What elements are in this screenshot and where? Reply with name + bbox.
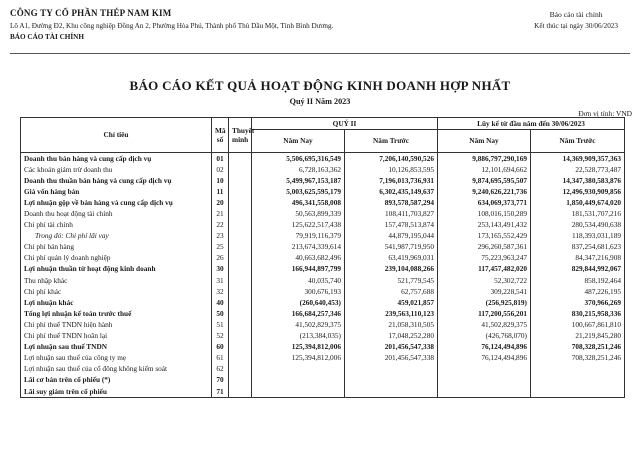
q2-last-year-value: 63,419,969,031 bbox=[345, 253, 438, 264]
company-name: CÔNG TY CỔ PHẦN THÉP NAM KIM bbox=[10, 8, 172, 18]
row-code: 31 bbox=[212, 275, 229, 286]
ytd-last-year-value: 837,254,681,623 bbox=[531, 242, 625, 253]
row-note bbox=[229, 220, 252, 231]
ytd-last-year-value: 708,328,251,246 bbox=[531, 342, 625, 353]
q2-this-year-value: 79,919,116,379 bbox=[252, 231, 345, 242]
ytd-this-year-value: 52,302,722 bbox=[438, 275, 531, 286]
ytd-last-year-value: 12,496,930,909,856 bbox=[531, 186, 625, 197]
row-note bbox=[229, 231, 252, 242]
report-period-header bbox=[534, 10, 618, 30]
row-note bbox=[229, 342, 252, 353]
row-code: 50 bbox=[212, 308, 229, 319]
ytd-last-year-value: 22,528,773,487 bbox=[531, 164, 625, 175]
q2-this-year-value: 125,394,812,006 bbox=[252, 342, 345, 353]
q2-last-year-value: 201,456,547,338 bbox=[345, 353, 438, 364]
ytd-last-year-value: 487,226,195 bbox=[531, 286, 625, 297]
row-note bbox=[229, 308, 252, 319]
table-row bbox=[21, 353, 625, 364]
table-row bbox=[21, 197, 625, 208]
ytd-last-year-value: 14,369,909,357,363 bbox=[531, 153, 625, 165]
row-code: 20 bbox=[212, 197, 229, 208]
row-label: Lợi nhuận thuần từ hoạt động kinh doanh bbox=[21, 264, 212, 275]
table-row bbox=[21, 386, 625, 398]
table-row bbox=[21, 331, 625, 342]
q2-this-year-value: 5,003,625,595,179 bbox=[252, 186, 345, 197]
table-row bbox=[21, 308, 625, 319]
row-label: Lãi cơ bản trên cổ phiếu (*) bbox=[21, 375, 212, 386]
q2-last-year-value bbox=[345, 364, 438, 375]
ytd-last-year-value: 708,328,251,246 bbox=[531, 353, 625, 364]
q2-last-year-value: 10,126,853,595 bbox=[345, 164, 438, 175]
page-title: BÁO CÁO KẾT QUẢ HOẠT ĐỘNG KINH DOANH HỢP NHẤT bbox=[129, 78, 511, 93]
q2-last-year-value: 239,563,110,123 bbox=[345, 308, 438, 319]
q2-last-year-value: 157,478,513,874 bbox=[345, 220, 438, 231]
ytd-this-year-value bbox=[438, 375, 531, 386]
col-header-q2: QUÝ II bbox=[252, 118, 438, 130]
q2-this-year-value: 50,563,899,339 bbox=[252, 208, 345, 219]
table-row bbox=[21, 164, 625, 175]
q2-this-year-value: 300,676,193 bbox=[252, 286, 345, 297]
q2-this-year-value: 166,684,257,346 bbox=[252, 308, 345, 319]
ytd-last-year-value bbox=[531, 375, 625, 386]
ytd-last-year-value: 181,531,707,216 bbox=[531, 208, 625, 219]
row-code: 25 bbox=[212, 242, 229, 253]
col-header-ytd-this-year: Năm Nay bbox=[438, 130, 531, 153]
ytd-this-year-value: 253,143,491,432 bbox=[438, 220, 531, 231]
row-code: 60 bbox=[212, 342, 229, 353]
row-label: Lợi nhuận khác bbox=[21, 297, 212, 308]
row-label: Lợi nhuận sau thuế TNDN bbox=[21, 342, 212, 353]
row-code: 21 bbox=[212, 208, 229, 219]
ytd-this-year-value: 9,886,797,290,169 bbox=[438, 153, 531, 165]
report-period: Kết thúc tại ngày 30/06/2023 bbox=[534, 22, 618, 30]
row-label: Tổng lợi nhuận kế toán trước thuế bbox=[21, 308, 212, 319]
row-note bbox=[229, 175, 252, 186]
ytd-this-year-value: 634,069,373,771 bbox=[438, 197, 531, 208]
q2-this-year-value bbox=[252, 375, 345, 386]
ytd-this-year-value: 12,101,694,662 bbox=[438, 164, 531, 175]
row-note bbox=[229, 197, 252, 208]
q2-last-year-value: 62,757,688 bbox=[345, 286, 438, 297]
q2-last-year-value: 459,021,857 bbox=[345, 297, 438, 308]
ytd-this-year-value: 76,124,494,896 bbox=[438, 342, 531, 353]
table-row bbox=[21, 242, 625, 253]
col-header-item: Chỉ tiêu bbox=[21, 118, 212, 153]
row-note bbox=[229, 297, 252, 308]
row-label: Chi phí khác bbox=[21, 286, 212, 297]
row-code: 02 bbox=[212, 164, 229, 175]
q2-last-year-value: 17,048,252,280 bbox=[345, 331, 438, 342]
row-code: 30 bbox=[212, 264, 229, 275]
ytd-this-year-value: 173,165,552,429 bbox=[438, 231, 531, 242]
row-label: Doanh thu thuần bán hàng và cung cấp dịch vụ bbox=[21, 175, 212, 186]
row-code: 52 bbox=[212, 331, 229, 342]
row-code: 23 bbox=[212, 231, 229, 242]
q2-this-year-value: 5,506,695,316,549 bbox=[252, 153, 345, 165]
row-note bbox=[229, 386, 252, 398]
table-row bbox=[21, 286, 625, 297]
ytd-this-year-value: 9,874,695,595,507 bbox=[438, 175, 531, 186]
row-label: Chi phí bán hàng bbox=[21, 242, 212, 253]
row-label: Giá vốn hàng bán bbox=[21, 186, 212, 197]
row-note bbox=[229, 164, 252, 175]
q2-this-year-value: 125,622,517,438 bbox=[252, 220, 345, 231]
row-label: Lợi nhuận sau thuế của cổ đông không kiểm soát bbox=[21, 364, 212, 375]
q2-this-year-value: 6,728,163,362 bbox=[252, 164, 345, 175]
company-header bbox=[10, 8, 333, 41]
q2-last-year-value: 893,578,587,294 bbox=[345, 197, 438, 208]
company-address: Lô A1, Đường Đ2, Khu công nghiệp Đồng An 2, Phường Hòa Phú, Thành phố Thủ Dầu Một, Tỉnh Bình Dương. bbox=[10, 22, 334, 30]
q2-last-year-value bbox=[345, 375, 438, 386]
ytd-last-year-value: 100,667,861,810 bbox=[531, 319, 625, 330]
ytd-last-year-value: 14,347,380,583,876 bbox=[531, 175, 625, 186]
report-type: BÁO CÁO TÀI CHÍNH bbox=[10, 33, 84, 41]
ytd-this-year-value bbox=[438, 364, 531, 375]
q2-last-year-value: 6,302,435,149,637 bbox=[345, 186, 438, 197]
row-label: Chi phí quản lý doanh nghiệp bbox=[21, 253, 212, 264]
row-note bbox=[229, 242, 252, 253]
row-code: 10 bbox=[212, 175, 229, 186]
q2-this-year-value: 40,035,740 bbox=[252, 275, 345, 286]
col-header-ytd: Lũy kế từ đầu năm đến 30/06/2023 bbox=[438, 118, 625, 130]
q2-last-year-value: 239,104,088,266 bbox=[345, 264, 438, 275]
currency-unit: Đơn vị tính: VND bbox=[578, 109, 632, 118]
ytd-this-year-value: 117,457,482,020 bbox=[438, 264, 531, 275]
row-label: Lợi nhuận gộp về bán hàng và cung cấp dịch vụ bbox=[21, 197, 212, 208]
ytd-this-year-value: 41,502,829,375 bbox=[438, 319, 531, 330]
row-note bbox=[229, 253, 252, 264]
header-divider bbox=[10, 53, 630, 54]
table-row bbox=[21, 231, 625, 242]
row-label: Chi phí thuế TNDN hoãn lại bbox=[21, 331, 212, 342]
table-row bbox=[21, 220, 625, 231]
table-row bbox=[21, 208, 625, 219]
row-label: Trong đó: Chi phí lãi vay bbox=[21, 231, 212, 242]
ytd-this-year-value: 117,200,556,201 bbox=[438, 308, 531, 319]
ytd-last-year-value: 21,219,845,280 bbox=[531, 331, 625, 342]
row-code: 32 bbox=[212, 286, 229, 297]
row-note bbox=[229, 319, 252, 330]
report-label: Báo cáo tài chính bbox=[549, 10, 603, 19]
q2-this-year-value bbox=[252, 386, 345, 398]
q2-last-year-value: 7,206,140,590,526 bbox=[345, 153, 438, 165]
q2-this-year-value bbox=[252, 364, 345, 375]
q2-this-year-value: 5,499,967,153,187 bbox=[252, 175, 345, 186]
row-code: 40 bbox=[212, 297, 229, 308]
row-code: 26 bbox=[212, 253, 229, 264]
ytd-last-year-value: 830,215,958,336 bbox=[531, 308, 625, 319]
ytd-this-year-value: 309,228,541 bbox=[438, 286, 531, 297]
row-code: 62 bbox=[212, 364, 229, 375]
col-header-note: Thuyết minh bbox=[229, 118, 252, 153]
row-label: Các khoản giảm trừ doanh thu bbox=[21, 164, 212, 175]
q2-last-year-value: 7,196,013,736,931 bbox=[345, 175, 438, 186]
row-code: 11 bbox=[212, 186, 229, 197]
table-row bbox=[21, 275, 625, 286]
row-note bbox=[229, 275, 252, 286]
row-note bbox=[229, 331, 252, 342]
ytd-last-year-value bbox=[531, 364, 625, 375]
q2-last-year-value bbox=[345, 386, 438, 398]
row-label: Doanh thu hoạt động tài chính bbox=[21, 208, 212, 219]
q2-last-year-value: 521,779,545 bbox=[345, 275, 438, 286]
q2-this-year-value: 125,394,812,006 bbox=[252, 353, 345, 364]
q2-last-year-value: 44,879,195,044 bbox=[345, 231, 438, 242]
row-note bbox=[229, 353, 252, 364]
q2-this-year-value: 213,674,339,614 bbox=[252, 242, 345, 253]
col-header-q2-last-year: Năm Trước bbox=[345, 130, 438, 153]
table-row bbox=[21, 364, 625, 375]
ytd-last-year-value: 84,347,216,908 bbox=[531, 253, 625, 264]
row-code: 01 bbox=[212, 153, 229, 165]
col-header-ytd-last-year: Năm Trước bbox=[531, 130, 625, 153]
ytd-last-year-value: 118,393,031,189 bbox=[531, 231, 625, 242]
ytd-this-year-value: 75,223,963,247 bbox=[438, 253, 531, 264]
ytd-last-year-value: 829,844,992,067 bbox=[531, 264, 625, 275]
row-note bbox=[229, 153, 252, 165]
table-row bbox=[21, 375, 625, 386]
col-header-code: Mã số bbox=[212, 118, 229, 153]
q2-last-year-value: 108,411,703,827 bbox=[345, 208, 438, 219]
table-row bbox=[21, 153, 625, 165]
row-label: Lợi nhuận sau thuế của công ty mẹ bbox=[21, 353, 212, 364]
table-row bbox=[21, 253, 625, 264]
ytd-last-year-value bbox=[531, 386, 625, 398]
table-row bbox=[21, 319, 625, 330]
page-subtitle: Quý II Năm 2023 bbox=[289, 97, 351, 106]
ytd-last-year-value: 1,850,449,674,020 bbox=[531, 197, 625, 208]
row-code: 51 bbox=[212, 319, 229, 330]
row-note bbox=[229, 186, 252, 197]
table-row bbox=[21, 264, 625, 275]
q2-this-year-value: 41,502,829,375 bbox=[252, 319, 345, 330]
row-code: 61 bbox=[212, 353, 229, 364]
ytd-this-year-value: 108,016,150,289 bbox=[438, 208, 531, 219]
q2-this-year-value: (213,384,035) bbox=[252, 331, 345, 342]
q2-this-year-value: 166,944,897,799 bbox=[252, 264, 345, 275]
ytd-this-year-value: 296,260,587,361 bbox=[438, 242, 531, 253]
row-code: 71 bbox=[212, 386, 229, 398]
ytd-last-year-value: 280,534,490,638 bbox=[531, 220, 625, 231]
row-code: 70 bbox=[212, 375, 229, 386]
row-note bbox=[229, 286, 252, 297]
row-label: Doanh thu bán hàng và cung cấp dịch vụ bbox=[21, 153, 212, 165]
table-row bbox=[21, 186, 625, 197]
ytd-this-year-value: 76,124,494,896 bbox=[438, 353, 531, 364]
ytd-this-year-value: (256,925,819) bbox=[438, 297, 531, 308]
col-header-q2-this-year: Năm Nay bbox=[252, 130, 345, 153]
q2-last-year-value: 201,456,547,338 bbox=[345, 342, 438, 353]
row-label: Chi phí thuế TNDN hiện hành bbox=[21, 319, 212, 330]
q2-this-year-value: 40,663,682,496 bbox=[252, 253, 345, 264]
ytd-last-year-value: 370,966,269 bbox=[531, 297, 625, 308]
row-label: Chi phí tài chính bbox=[21, 220, 212, 231]
q2-this-year-value: (260,640,453) bbox=[252, 297, 345, 308]
row-label: Lãi suy giảm trên cổ phiếu bbox=[21, 386, 212, 398]
ytd-this-year-value bbox=[438, 386, 531, 398]
row-note bbox=[229, 375, 252, 386]
row-note bbox=[229, 208, 252, 219]
row-note bbox=[229, 364, 252, 375]
row-note bbox=[229, 264, 252, 275]
table-row bbox=[21, 175, 625, 186]
q2-last-year-value: 21,058,310,505 bbox=[345, 319, 438, 330]
row-code: 22 bbox=[212, 220, 229, 231]
ytd-this-year-value: (426,768,070) bbox=[438, 331, 531, 342]
table-row bbox=[21, 297, 625, 308]
ytd-last-year-value: 858,192,464 bbox=[531, 275, 625, 286]
table-row bbox=[21, 342, 625, 353]
q2-last-year-value: 541,987,719,950 bbox=[345, 242, 438, 253]
income-statement-table bbox=[20, 117, 625, 398]
row-label: Thu nhập khác bbox=[21, 275, 212, 286]
ytd-this-year-value: 9,240,626,221,736 bbox=[438, 186, 531, 197]
q2-this-year-value: 496,341,558,008 bbox=[252, 197, 345, 208]
